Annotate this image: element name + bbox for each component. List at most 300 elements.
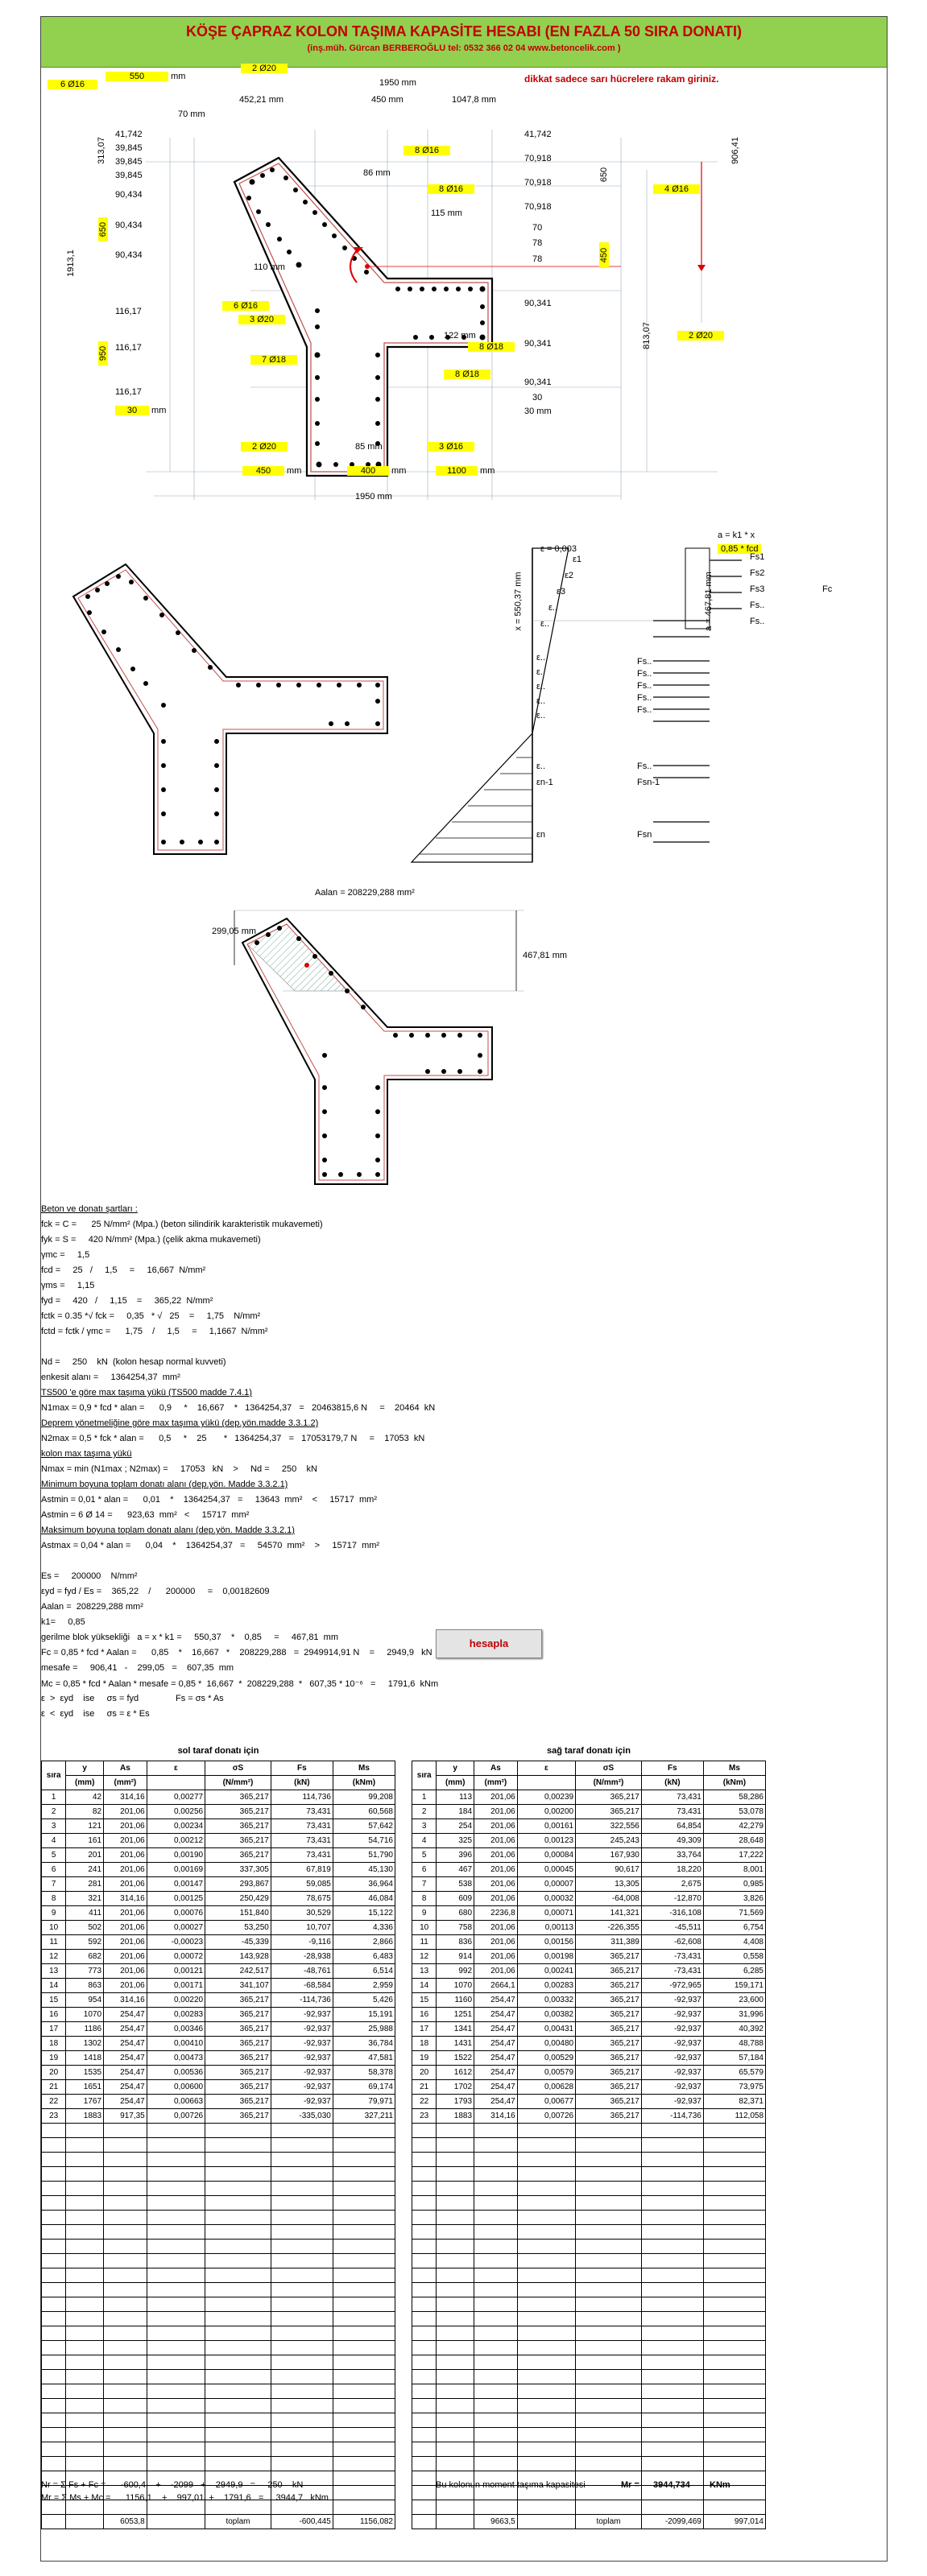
table-cell	[104, 2457, 147, 2471]
warning-text: dikkat sadece sarı hücrelere rakam giriniz.	[524, 73, 719, 85]
table-cell: 365,217	[205, 1790, 271, 1805]
calc-line: fck = C = 25 N/mm² (Mpa.) (beton silindirik karakteristik mukavemeti)	[41, 1220, 323, 1229]
table-cell: 201,06	[474, 1964, 518, 1979]
table-cell	[474, 2124, 518, 2138]
table-cell	[703, 2167, 765, 2182]
table-cell	[576, 2326, 642, 2341]
table-cell: 8,001	[703, 1863, 765, 1877]
total-cell	[412, 2515, 437, 2529]
dim-right-main-0: 650	[599, 167, 610, 183]
fs11-label: Fs..	[637, 762, 652, 771]
table-cell	[333, 2312, 395, 2326]
column-unit: (kNm)	[703, 1776, 765, 1790]
input-rebar-2d20r[interactable]: 2 Ø20	[677, 331, 724, 341]
table-cell: 538	[437, 1877, 474, 1892]
table-cell	[412, 2297, 437, 2312]
table-row	[42, 2268, 395, 2283]
table-cell	[147, 2225, 205, 2240]
table-cell: 6,754	[703, 1921, 765, 1935]
table-cell: 321	[66, 1892, 104, 1906]
table-cell: 341,107	[205, 1979, 271, 1993]
table-cell: 365,217	[205, 1993, 271, 2008]
table-row	[42, 1848, 395, 1863]
dim-left-1: 39,845	[115, 143, 143, 153]
table-cell: 201,06	[104, 1935, 147, 1950]
table-cell	[104, 2124, 147, 2138]
table-cell	[517, 2225, 575, 2240]
table-row	[42, 1877, 395, 1892]
table-cell	[437, 2124, 474, 2138]
fs2-label: Fs2	[750, 568, 765, 578]
table-cell: 18	[412, 2037, 437, 2051]
mr-line: Mr = Σ Ms + Mc = 1156,1 + 997,01 + 1791,6 = 3944,7 kNm	[41, 2493, 329, 2503]
table-cell: 53,078	[703, 1805, 765, 1819]
table-cell: 0,00198	[517, 1950, 575, 1964]
total-cell: 1156,082	[333, 2515, 395, 2529]
total-cell: -2099,469	[641, 2515, 703, 2529]
table-cell	[517, 2413, 575, 2428]
table-cell: 365,217	[576, 2080, 642, 2095]
table-cell	[437, 2138, 474, 2153]
table-cell: 0,00171	[147, 1979, 205, 1993]
column-header: σS	[205, 1761, 271, 1776]
table-cell	[147, 2312, 205, 2326]
dim-b: 450	[371, 95, 387, 105]
table-cell: 36,964	[333, 1877, 395, 1892]
unit-label: mm	[171, 72, 186, 81]
column-header: Ms	[703, 1761, 765, 1776]
calc-line: Aalan = 208229,288 mm²	[41, 1602, 143, 1612]
dim-110: 110 mm	[254, 262, 285, 272]
table-row	[412, 2066, 766, 2080]
table-cell: 314,16	[474, 2109, 518, 2124]
table-cell	[333, 2153, 395, 2167]
table-cell	[66, 2428, 104, 2442]
table-cell: 13	[42, 1964, 66, 1979]
table-row	[412, 2326, 766, 2341]
table-cell: -92,937	[641, 2095, 703, 2109]
input-rebar-bottom-right[interactable]: 3 Ø16	[428, 442, 474, 452]
table-cell: 0,00431	[517, 2022, 575, 2037]
table-cell: 1	[42, 1790, 66, 1805]
table-row	[412, 1848, 766, 1863]
table-cell	[412, 2211, 437, 2225]
table-cell	[66, 2341, 104, 2355]
table-cell: 3,826	[703, 1892, 765, 1906]
table-cell	[437, 2182, 474, 2196]
column-header: As	[104, 1761, 147, 1776]
table-cell	[104, 2268, 147, 2283]
column-unit	[517, 1776, 575, 1790]
table-cell	[147, 2341, 205, 2355]
table-cell	[576, 2297, 642, 2312]
calc-line: kolon max taşıma yükü	[41, 1449, 132, 1459]
eps9: ε..	[536, 696, 546, 706]
table-cell	[641, 2225, 703, 2240]
table-cell: 609	[437, 1892, 474, 1906]
column-header: sıra	[42, 1761, 66, 1790]
dim-left-8: 116,17	[115, 343, 142, 353]
table-cell	[576, 2355, 642, 2370]
table-cell: 14	[42, 1979, 66, 1993]
table-cell: 0,00256	[147, 1805, 205, 1819]
table-row	[412, 1790, 766, 1805]
table-cell	[474, 2167, 518, 2182]
table-cell: 201,06	[474, 1834, 518, 1848]
table-row	[412, 1993, 766, 2008]
table-cell: 65,579	[703, 2066, 765, 2080]
page-subtitle: (inş.müh. Gürcan BERBEROĞLU tel: 0532 366 02 04 www.betoncelik.com )	[307, 43, 621, 53]
input-right-height[interactable]: 450	[599, 242, 609, 268]
table-cell	[104, 2240, 147, 2254]
table-cell: 201,06	[474, 1950, 518, 1964]
table-cell: 0,00663	[147, 2095, 205, 2109]
table-cell	[42, 2370, 66, 2384]
table-cell: 151,840	[205, 1906, 271, 1921]
table-row	[42, 2196, 395, 2211]
table-row	[42, 2095, 395, 2109]
table-cell: 1883	[66, 2109, 104, 2124]
calc-line: Mc = 0,85 * fcd * Aalan * mesafe = 0,85 * 16,667 * 208229,288 * 607,35 * 10⁻⁶ = 1791,6 kNm	[41, 1679, 439, 1689]
table-row	[412, 2138, 766, 2153]
table-cell: 201,06	[474, 1877, 518, 1892]
table-cell	[104, 2254, 147, 2268]
table-cell: 33,764	[641, 1848, 703, 1863]
table-cell: -316,108	[641, 1906, 703, 1921]
table-cell	[205, 2167, 271, 2182]
table-row	[412, 2442, 766, 2457]
table-cell	[576, 2254, 642, 2268]
calc-line: Astmin = 0,01 * alan = 0,01 * 1364254,37 = 13643 mm² < 15717 mm²	[41, 1495, 378, 1505]
table-cell	[474, 2457, 518, 2471]
table-cell: 365,217	[205, 2008, 271, 2022]
table-cell	[576, 2211, 642, 2225]
table-cell: 0,00169	[147, 1863, 205, 1877]
table-cell: 0,00473	[147, 2051, 205, 2066]
table-cell	[437, 2196, 474, 2211]
table-cell	[205, 2240, 271, 2254]
input-rebar-8d16a[interactable]: 8 Ø16	[403, 146, 450, 155]
table-cell: -9,116	[271, 1935, 333, 1950]
table-cell	[205, 2384, 271, 2399]
table-cell: 19	[42, 2051, 66, 2066]
table-cell: 365,217	[576, 2037, 642, 2051]
table-cell	[576, 2182, 642, 2196]
total-cell	[437, 2515, 474, 2529]
table-row	[412, 2500, 766, 2515]
table-cell	[42, 2428, 66, 2442]
table-cell	[517, 2153, 575, 2167]
table-cell: 30,529	[271, 1906, 333, 1921]
table-cell: 18,220	[641, 1863, 703, 1877]
table-cell	[703, 2138, 765, 2153]
mr-value: 3944,734	[653, 2480, 690, 2490]
table-cell	[576, 2384, 642, 2399]
table-cell: 254,47	[474, 2008, 518, 2022]
table-cell: 0,00220	[147, 1993, 205, 2008]
table-cell: 0,00234	[147, 1819, 205, 1834]
input-rebar-8d18b[interactable]: 8 Ø18	[444, 369, 490, 379]
calc-line: Astmax = 0,04 * alan = 0,04 * 1364254,37 = 54570 mm² > 15717 mm²	[41, 1541, 380, 1550]
input-rebar-left[interactable]: 6 Ø16	[48, 80, 97, 89]
table-row	[412, 2182, 766, 2196]
table-cell: 365,217	[205, 2109, 271, 2124]
table-cell: 411	[66, 1906, 104, 1921]
table-cell: 1070	[66, 2008, 104, 2022]
table-cell	[576, 2442, 642, 2457]
table-cell	[517, 2399, 575, 2413]
calculate-button[interactable]: hesapla	[436, 1629, 542, 1658]
table-cell	[66, 2268, 104, 2283]
dim-122: 122 mm	[444, 331, 476, 341]
table-cell: 2	[412, 1805, 437, 1819]
table-row	[42, 1790, 395, 1805]
input-cover-left[interactable]: 30	[115, 406, 149, 415]
table-cell: 1070	[437, 1979, 474, 1993]
table-cell: 7	[42, 1877, 66, 1892]
table-cell: 0,00071	[517, 1906, 575, 1921]
table-cell	[517, 2138, 575, 2153]
dim-c: 1047,8	[452, 95, 479, 105]
calc-line: fyk = S = 420 N/mm² (Mpa.) (çelik akma mukavemeti)	[41, 1235, 261, 1245]
table-cell: 201,06	[104, 1863, 147, 1877]
table-cell	[42, 2442, 66, 2457]
table-cell: 1702	[437, 2080, 474, 2095]
table-cell: -92,937	[641, 1993, 703, 2008]
table-cell: -62,608	[641, 1935, 703, 1950]
table-cell	[271, 2124, 333, 2138]
table-cell: 9	[42, 1906, 66, 1921]
table-cell	[42, 2182, 66, 2196]
table-cell	[333, 2486, 395, 2500]
input-bottom-w1[interactable]: 450	[242, 466, 284, 476]
column-unit: (mm²)	[104, 1776, 147, 1790]
table-cell	[517, 2167, 575, 2182]
table-cell: -335,030	[271, 2109, 333, 2124]
table-cell	[104, 2341, 147, 2355]
table-cell: 48,788	[703, 2037, 765, 2051]
mr-label: Mr =	[621, 2480, 639, 2490]
eps8: ε..	[536, 682, 546, 691]
table-row	[42, 2355, 395, 2370]
mr-unit: KNm	[710, 2480, 730, 2490]
table-cell	[576, 2370, 642, 2384]
table-cell	[412, 2225, 437, 2240]
table-cell	[147, 2326, 205, 2341]
input-bottom-w3[interactable]: 1100	[436, 466, 478, 476]
table-cell	[333, 2254, 395, 2268]
table-cell	[104, 2355, 147, 2370]
fs4-label: Fs..	[750, 601, 765, 610]
table-cell: 143,928	[205, 1950, 271, 1964]
calc-line: Maksimum boyuna toplam donatı alanı (dep.yön. Madde 3.3.2.1)	[41, 1525, 295, 1535]
table-cell: 113	[437, 1790, 474, 1805]
table-cell	[474, 2182, 518, 2196]
table-cell	[474, 2399, 518, 2413]
table-cell: 201,06	[474, 1863, 518, 1877]
table-cell	[576, 2341, 642, 2355]
table-cell	[42, 2312, 66, 2326]
table-cell	[104, 2384, 147, 2399]
table-cell	[474, 2153, 518, 2167]
table-cell	[437, 2326, 474, 2341]
table-cell	[437, 2240, 474, 2254]
dim-right-2: 70,918	[524, 178, 552, 188]
eps10: ε..	[536, 711, 546, 720]
table-row	[42, 1964, 395, 1979]
area-diagram	[41, 894, 887, 1200]
table-cell: 90,617	[576, 1863, 642, 1877]
table-cell: 0,985	[703, 1877, 765, 1892]
table-cell: 0,00628	[517, 2080, 575, 2095]
table-cell: 281	[66, 1877, 104, 1892]
table-cell: 337,305	[205, 1863, 271, 1877]
table-cell	[147, 2211, 205, 2225]
table-cell	[576, 2153, 642, 2167]
table-cell	[474, 2500, 518, 2515]
table-cell: 365,217	[576, 1950, 642, 1964]
table-cell	[474, 2428, 518, 2442]
table-cell	[205, 2283, 271, 2297]
input-rebar-6d16[interactable]: 6 Ø16	[222, 301, 269, 311]
worksheet: KÖŞE ÇAPRAZ KOLON TAŞIMA KAPASİTE HESABI (EN FAZLA 50 SIRA DONATI) (inş.müh. Gürcan BERBEROĞLU tel: 0532 366 02 04 www.betoncelik.com ) dikkat sadece sarı hücrelere rakam giriniz. 550 mm 2 Ø20 6 Ø16 1950 mm 452,21 mm 450 mm 1047,8 mm 70 mm 41,742 39,845 39,845 39,845 90,434 90,434 90,434 116,17 116,17 116,17 313,07 650 950 1913,1 41,742 70,918 70,918 70,918 70 78 78 90,341 90,341 90,341 30 650 450 813,07 906,41 8 Ø16 8 Ø16 4 Ø16 86 mm 115 mm 110 mm 122 mm 6 Ø16 3 Ø20 7 Ø18 8 Ø18 8 Ø18 2 Ø20 30 mm 30 mm 2 Ø20 85 mm 3 Ø16 450 mm 400 mm 1100 mm 1950 mm a = k1 * x 0,85 * fcd ε = 0,003 x = 550,37 mm a = 467,81 mm Fs1 Fs2 Fs3 Fc Fs.. Fs.. Fs.. Fs.. Fs.. Fs.. Fs.. Fs.. Fsn-1 Fsn ε1 ε2 ε3 ε.. ε.. ε.. ε.. ε.. ε.. ε.. ε.. εn-1 εn Aalan = 208229,288 mm² 299,05 mm 467,81 mm Beton ve donatı şartları : fck = C = 25 N/mm² (Mpa.) (beton silindirik karakteristik mukavemeti) fyk = S = 420 N/mm² (Mpa.) (çelik akma mukavemeti) γmc = 1,5 fcd = 25 / 1,5 = 16,667 N/mm² γms = 1,15 fyd = 420 / 1,15 = 365,22 N/mm² fctk = 0.35 *√ fck = 0,35 * √ 25 = 1,75 N/mm² fctd = fctk / γmc = 1,75 / 1,5 = 1,1667 N/mm² Nd = 250 kN (kolon hesap normal kuvveti) enkesit alanı = 1364254,37 mm² TS500 'e göre max taşıma yükü (TS500 madde 7.4.1) N1max = 0,9 * fcd * alan = 0,9 * 16,667 * 1364254,37 = 20463815,6 N = 20464 kN Deprem yönetmeliğine göre max taşıma yükü (dep.yön.madde 3.3.1.2) N2max = 0,5 * fck * alan = 0,5 * 25 * 1364254,37 = 17053179,7 N = 17053 kN kolon max taşıma yükü Nmax = min (N1max ; N2max) = 17053 kN > Nd = 250 kN Minimum boyuna toplam donatı alanı (dep.yön. Madde 3.3.2.1) Astmin = 0,01 * alan = 0,01 * 1364254,37 = 13643 mm² < 15717 mm² Astmin = 6 Ø 14 = 923,63 mm² < 15717 mm² Maksimum boyuna toplam donatı alanı (dep.yön. Madde 3.3.2.1) Astmax = 0,04 * alan = 0,04 * 1364254,37 = 54570 mm² > 15717 mm² Es = 200000 N/mm² εyd = fyd / Es = 365,22 / 200000 = 0,00182609 Aalan = 208229,288 mm² k1= 0,85 gerilme blok yüksekliği a = x * k1 = 550,37 * 0,85 = 467,81 mm Fc = 0,85 * fcd * Aalan = 0,85 * 16,667 * 208229,288 = 2949914,91 N = 2949,9 kN mesafe = 906,41 - 299,05 = 607,35 mm Mc = 0,85 * fcd * Aalan * mesafe = 0,85 * 16,667 * 208229,288 * 607,35 * 10⁻⁶ = 1791,6 kNm ε > εyd ise σs = fyd Fs = σs * As ε < εyd ise σs = ε * Es hesapla sol taraf donatı için sağ taraf donatı için sıra y As ε σS Fs Ms (mm) (mm²) (N/mm²) (kN) (kNm) 1 42 314,16 0,00277 365,217 114,736 99,208 2 82 201,06 0,00256 365,217 73,431 60,568 3 121 201,06 0,00234 365,217 73,431 57,642 4 161 201,06 0,00212 365,217 73,431 54,716 5 201 201,06 0,00190 365,217 73,431 51,790 6 241 201,06 0,00169 337,305 67,819 45,130 7 281 201,06 0,00147 293,867 59,085 36,964 8 321 314,16 0,00125 250,429 78,675 46,084 9 411 201,06 0,00076 151,840 30,529 15,122 10 502 201,06 0,00027 53,250 10,707 4,336 11 592 201,06 -0,00023 -45,339 -9,116 2,866 12 682 201,06 0,00072 143,928 -28,938 6,483 13 773 201,06 0,00121 242,517 -48,761 6,514 14 863 201,06 0,00171 341,107 -68,584 2,959 15 954 314,16 0,00220 365,217 -114,736 5,426 16 1070 254,47 0,00283 365,217 -92,937 15,191 17 1186 254,47 0,00346 365,217 -92,937 25,988 18 1302 254,47 0,00410 365,217 -92,937 36,784 19 1418 254,47 0,00473 365,217 -92,937 47,581 20 1535 254,47 0,00536 365,217 -92,937 58,378 21 1651 254,47 0,00600 365,217 -92,937 69,174 22 1767 254,47 0,00663 365,217 -92,937 79,971 23 1883 917,35 0,00726 365,217 -335,030 327,211 6053,8 toplam -600,445 1156,082 sıra y As ε σS Fs Ms (mm) (mm²) (N/mm²) (kN) (kNm) 1 113 201,06 0,00239 365,217 73,431 58,286 2 184 201,06 0,00200 365,217 73,431 53,078 3 254 201,06 0,00161 322,556 64,854 42,279 4 325 201,06 0,00123 245,243 49,309 28,648 5 396 201,06 0,00084 167,930 33,764 17,222 6 467 201,06 0,00045 90,617 18,220 8,001 7 538 201,06 0,00007 13,305 2,675 0,985 8 609 201,06 0,00032 -64,008 -12,870 3,826 9 680 2236,8 0,00071 141,321 -316,108 71,569 10 758 201,06 0,00113 -226,355 -45,511 6,754 11 836 201,06 0,00156 311,389 -62,608 4,408 12 914 201,06 0,00198 365,217 -73,431 0,558 13 992 201,06 0,00241 365,217 -73,431 6,285 14 1070 2664,1 0,00283 365,217 -972,965 159,171 15 1160 254,47 0,00332 365,217 -92,937 23,600 16 1251 254,47 0,00382 365,217 -92,937 31,996 17 1341 254,47 0,00431 365,217 -92,937 40,392 18 1431 254,47 0,00480 365,217 -92,937 48,788 19 1522 254,47 0,00529 365,217 -92,937 57,184 20 1612 254,47 0,00579 365,217 -92,937 65,579 21 1702 254,47 0,00628 365,217 -92,937 73,975 22 1793 254,47 0,00677 365,217 -92,937 82,371 23 1883 314,16 0,00726 365,217 -114,736 112,058 9663,5 toplam -2099,469 997,014 Nr = Σ Fs + Fc = -600,4 + -2099 + 2949,9 = 250 kN Mr = Σ Ms + Mc = 1156,1 + 997,01 + 1791,6 = 3944,7 kNm Bu kolonun moment taşıma kapasitesi Mr = 3944,734 KNm	[40, 16, 888, 2562]
table-cell: 322,556	[576, 1819, 642, 1834]
table-cell: 10,707	[271, 1921, 333, 1935]
table-cell: 1767	[66, 2095, 104, 2109]
table-cell	[271, 2370, 333, 2384]
table-cell: 0,00147	[147, 1877, 205, 1892]
table-cell	[66, 2283, 104, 2297]
table-row	[42, 2138, 395, 2153]
table-row	[42, 2022, 395, 2037]
table-cell: -73,431	[641, 1950, 703, 1964]
input-rebar-8d18a[interactable]: 8 Ø18	[468, 342, 515, 352]
column-unit: (mm)	[437, 1776, 474, 1790]
table-row	[412, 1819, 766, 1834]
eps3: ε3	[557, 587, 566, 597]
table-cell: 82,371	[703, 2095, 765, 2109]
input-rebar-7d18[interactable]: 7 Ø18	[250, 355, 297, 365]
table-cell	[147, 2268, 205, 2283]
table-cell	[147, 2124, 205, 2138]
table-cell: 4	[412, 1834, 437, 1848]
column-header: y	[437, 1761, 474, 1776]
table-cell	[333, 2442, 395, 2457]
table-cell: 396	[437, 1848, 474, 1863]
table-cell	[333, 2370, 395, 2384]
table-cell	[42, 2355, 66, 2370]
table-row	[412, 2254, 766, 2268]
input-left-height[interactable]: 650	[98, 217, 108, 242]
table-cell: 1651	[66, 2080, 104, 2095]
table-cell: -92,937	[271, 2095, 333, 2109]
table-cell	[104, 2211, 147, 2225]
table-cell: 992	[437, 1964, 474, 1979]
table-cell	[437, 2341, 474, 2355]
table-cell: 69,174	[333, 2080, 395, 2095]
table-cell: -92,937	[271, 2066, 333, 2080]
table-row	[42, 1950, 395, 1964]
table-cell: -92,937	[641, 2008, 703, 2022]
area-dim-1: 299,05 mm	[212, 927, 257, 936]
table-cell: 20	[412, 2066, 437, 2080]
dim-bottom-total: 1950 mm	[355, 492, 392, 502]
table-cell	[437, 2399, 474, 2413]
table-cell: 680	[437, 1906, 474, 1921]
total-cell: toplam	[205, 2515, 271, 2529]
input-rebar-8d16b[interactable]: 8 Ø16	[428, 184, 474, 194]
table-cell: 13	[412, 1964, 437, 1979]
table-cell: 6,514	[333, 1964, 395, 1979]
input-rebar-3d20[interactable]: 3 Ø20	[238, 315, 285, 324]
table-cell	[641, 2399, 703, 2413]
table-cell	[474, 2326, 518, 2341]
dim-right-1: 70,918	[524, 154, 552, 163]
table-cell: -92,937	[271, 2080, 333, 2095]
calc-line: Es = 200000 N/mm²	[41, 1571, 138, 1581]
input-width-top[interactable]: 550	[106, 72, 168, 81]
table-cell	[333, 2138, 395, 2153]
table-cell: 6,285	[703, 1964, 765, 1979]
table-row	[42, 2428, 395, 2442]
column-unit: (N/mm²)	[576, 1776, 642, 1790]
table-cell: 254,47	[474, 2066, 518, 2080]
table-cell	[641, 2370, 703, 2384]
table-cell	[437, 2370, 474, 2384]
formula-a: a = k1 * x	[718, 530, 755, 540]
table-row	[42, 2008, 395, 2022]
table-cell: 365,217	[205, 2051, 271, 2066]
dim-a: 452,21	[239, 95, 267, 105]
table-row	[42, 2254, 395, 2268]
table-cell: -226,355	[576, 1921, 642, 1935]
table-cell: 325	[437, 1834, 474, 1848]
table-cell	[205, 2428, 271, 2442]
table-cell: 0,00113	[517, 1921, 575, 1935]
table-cell	[641, 2500, 703, 2515]
table-cell	[42, 2138, 66, 2153]
table-cell: 773	[66, 1964, 104, 1979]
table-cell	[437, 2211, 474, 2225]
table-cell: 57,184	[703, 2051, 765, 2066]
input-left-bottom[interactable]: 950	[98, 341, 108, 365]
table-cell	[641, 2442, 703, 2457]
input-rebar-bottom-left[interactable]: 2 Ø20	[241, 442, 288, 452]
table-row	[412, 2167, 766, 2182]
table-cell	[205, 2341, 271, 2355]
input-rebar-4d16[interactable]: 4 Ø16	[653, 184, 700, 194]
table-cell	[147, 2428, 205, 2442]
table-cell: 0,00529	[517, 2051, 575, 2066]
table-cell: 0,00076	[147, 1906, 205, 1921]
column-unit: (kN)	[271, 1776, 333, 1790]
table-row	[412, 1979, 766, 1993]
table-cell: 201,06	[474, 1819, 518, 1834]
table-cell: 1418	[66, 2051, 104, 2066]
table-cell	[641, 2153, 703, 2167]
input-bottom-w2[interactable]: 400	[347, 466, 389, 476]
table-cell: 201,06	[104, 1979, 147, 1993]
table-cell	[147, 2355, 205, 2370]
table-cell	[66, 2442, 104, 2457]
table-row	[412, 2211, 766, 2225]
table-row	[412, 1906, 766, 1921]
table-cell	[104, 2196, 147, 2211]
table-cell: 13,305	[576, 1877, 642, 1892]
calc-line: gerilme blok yüksekliği a = x * k1 = 550,37 * 0,85 = 467,81 mm	[41, 1633, 338, 1642]
table-cell	[412, 2486, 437, 2500]
input-rebar-top[interactable]: 2 Ø20	[241, 64, 288, 73]
